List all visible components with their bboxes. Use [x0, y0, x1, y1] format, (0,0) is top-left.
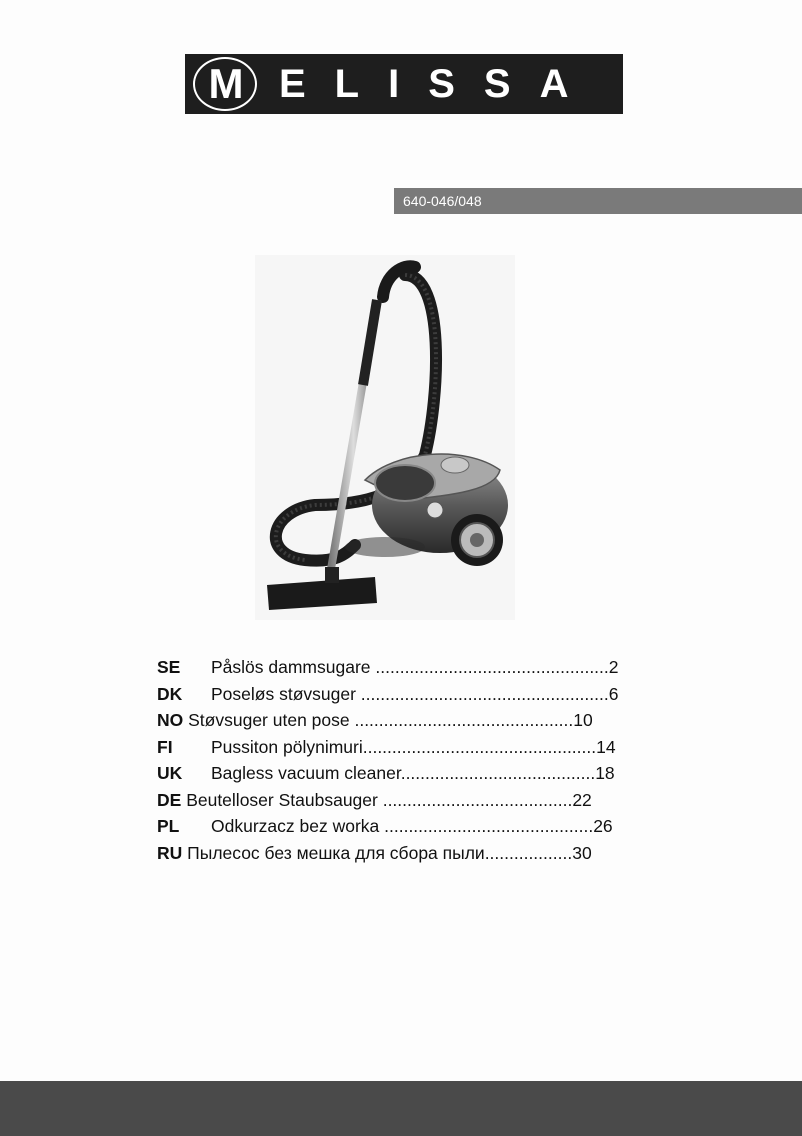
control-button [441, 457, 469, 473]
toc-page: 10 [573, 710, 593, 730]
hose-inlet [427, 502, 443, 518]
toc-title: Beutelloser Staubsauger [186, 789, 378, 810]
toc-page: 2 [608, 657, 619, 677]
model-number: 640-046/048 [403, 193, 482, 209]
toc-lang-code: DK [157, 683, 183, 704]
dust-container [375, 465, 435, 501]
toc-dots: ............................................. [349, 710, 574, 730]
toc-lang-code: RU [157, 842, 183, 863]
toc-lang-code: NO [157, 710, 184, 730]
toc-page: 26 [593, 816, 613, 836]
model-number-bar [394, 188, 802, 214]
logo-initial: M [208, 60, 244, 107]
toc-dots: ........................................ [400, 763, 596, 783]
toc-title: Odkurzacz bez worka [211, 816, 380, 836]
toc-page: 30 [572, 842, 592, 863]
toc-lang-code: FI [157, 736, 173, 757]
toc-dots: ........................................... [379, 816, 594, 836]
toc-title: Bagless vacuum cleaner [211, 763, 401, 783]
toc-dots: ................................................ [362, 736, 597, 757]
brand-logo [185, 54, 623, 114]
footer-bar [0, 1081, 802, 1136]
table-of-contents [157, 656, 657, 868]
toc-dots: ....................................... [377, 789, 573, 810]
toc-page: 6 [608, 683, 619, 704]
toc-lang-code: PL [157, 816, 180, 836]
toc-lang-code: DE [157, 789, 182, 810]
toc-title: Støvsuger uten pose [188, 710, 350, 730]
toc-lang-code: UK [157, 763, 183, 783]
toc-row-de[interactable] [157, 789, 657, 816]
logo-wordmark: ELISSA [279, 62, 598, 106]
toc-title: Poseløs støvsuger [211, 683, 356, 704]
toc-dots: ................................................... [355, 683, 609, 704]
toc-row-no[interactable] [157, 709, 657, 736]
toc-row-dk[interactable] [157, 683, 657, 710]
toc-row-fi[interactable] [157, 736, 657, 763]
wheel-center [470, 533, 484, 547]
toc-row-se[interactable] [157, 656, 657, 683]
toc-title: Pussiton pölynimuri [211, 736, 363, 757]
toc-title: Пылесос без мешка для сбора пыли [187, 842, 485, 863]
nozzle-joint [325, 567, 339, 583]
body-shadow [345, 537, 425, 557]
toc-page: 18 [595, 763, 615, 783]
toc-row-ru[interactable] [157, 842, 657, 869]
toc-dots: ................................................ [370, 657, 609, 677]
toc-page: 22 [572, 789, 592, 810]
toc-row-pl[interactable] [157, 815, 657, 842]
toc-row-uk[interactable] [157, 762, 657, 789]
vacuum-cleaner-image [255, 255, 515, 620]
toc-lang-code: SE [157, 657, 181, 677]
toc-page: 14 [596, 736, 616, 757]
toc-dots: .................. [484, 842, 573, 863]
toc-title: Påslös dammsugare [211, 657, 371, 677]
